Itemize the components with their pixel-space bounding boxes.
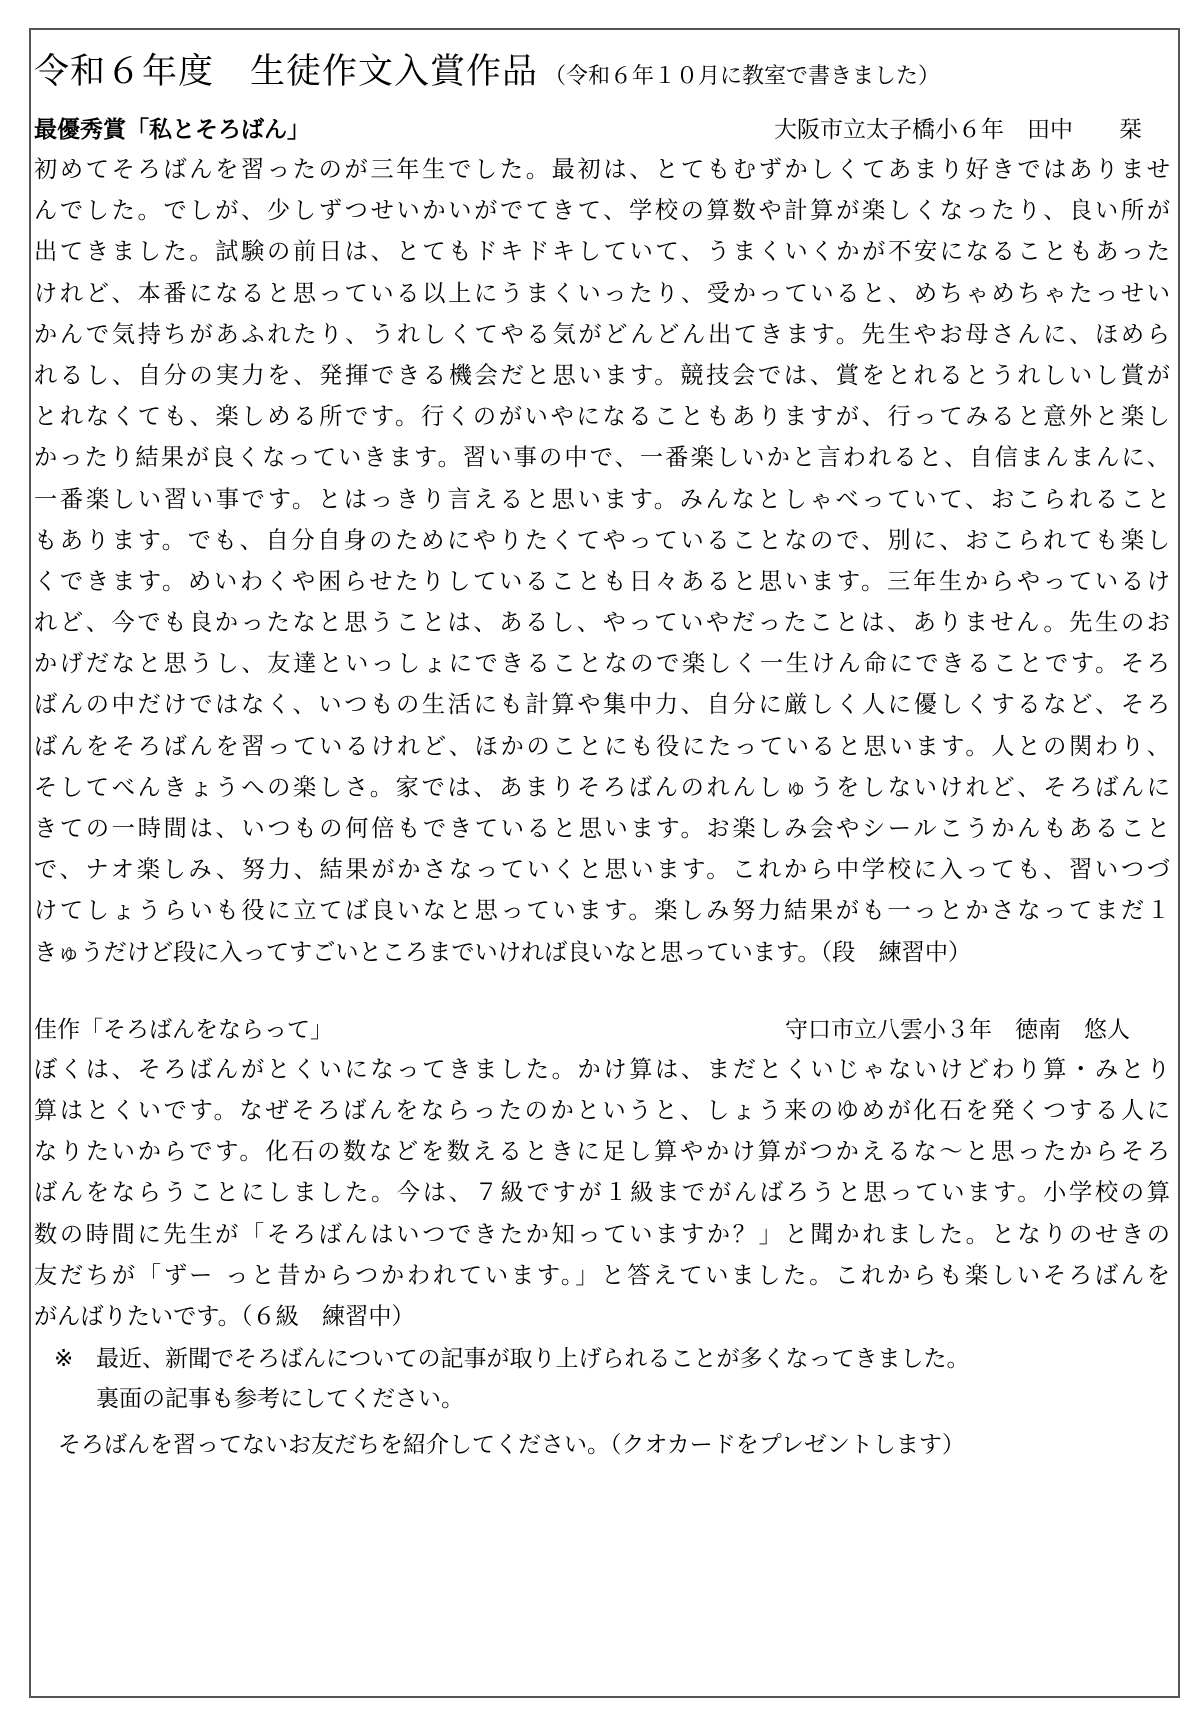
essay-2-line: がんばりたいです。（６級 練習中） [34, 1302, 415, 1330]
essay-1-line: ばんの中だけではなく、いつもの生活にも計算や集中力、自分に厳しく人に優しくするなど、そろ [34, 691, 1170, 719]
essay-1-line: けれど、本番になると思っている以上にうまくいったり、受かっていると、めちゃめちゃたっせい [34, 279, 1170, 307]
essay-1-award-title: 最優秀賞「私とそろばん」 [34, 116, 310, 143]
essay-1-line: くできます。めいわくや困らせたりしていることも日々あると思います。三年生からやっているけ [34, 567, 1170, 595]
essay-1-line: で、ナオ楽しみ、努力、結果がかさなっていくと思います。これから中学校に入っても、習いつづ [34, 856, 1170, 884]
essay-2-line: 友だちが「ずー っと昔からつかわれています。」と答えていました。これからも楽しいそろばんを [34, 1261, 1170, 1289]
notes-section [34, 1339, 1170, 1465]
essay-2-author: 守口市立八雲小３年 徳南 悠人 [785, 1016, 1130, 1043]
note-text-1: 最近、新聞でそろばんについての記事が取り上げられることが多くなってきました。 [96, 1346, 970, 1373]
essay-2-line: ぼくは、そろばんがとくいになってきました。かけ算は、まだとくいじゃないけどわり算・みとり [34, 1055, 1170, 1083]
essay-2-header [34, 1011, 1170, 1049]
essay-1-line: 初めてそろばんを習ったのが三年生でした。最初は、とてもむずかしくてあまり好きではありませ [34, 156, 1170, 183]
essay-2-line: 数の時間に先生が「そろばんはいつできたか知っていますか？」と聞かれました。となりのせきの [34, 1220, 1170, 1248]
title-subtitle: （令和６年１０月に教室で書きました） [544, 64, 941, 89]
essay-1-line: かげだなと思うし、友達といっしょにできることなので楽しく一生けん命にできることです。そろ [34, 650, 1170, 678]
essay-1-line: れるし、自分の実力を、発揮できる機会だと思います。競技会では、賞をとれるとうれしいし賞が [34, 361, 1170, 389]
newsletter-page [34, 50, 1170, 1465]
essay-1-line: かんで気持ちがあふれたり、うれしくてやる気がどんどん出てきます。先生やお母さんに、ほめら [34, 320, 1170, 348]
essay-1-body [34, 149, 1170, 973]
title-text: 令和６年度 生徒作文入賞作品 [34, 52, 539, 92]
essay-1-line: 一番楽しい習い事です。とはっきり言えると思います。みんなとしゃべっていて、おこられること [34, 485, 1170, 513]
essay-1-line: 出てきました。試験の前日は、とてもドキドキしていて、うまくいくかが不安になることもあった [34, 238, 1170, 266]
note-line-1 [34, 1339, 1170, 1379]
essay-2-line: なりたいからです。化石の数などを数えるときに足し算やかけ算がつかえるな〜と思ったからそろ [34, 1138, 1170, 1166]
essay-2-line: 算はとくいです。なぜそろばんをならったのかというと、しょう来のゆめが化石を発くつする人に [34, 1096, 1170, 1124]
essay-1-line: れど、今でも良かったなと思うことは、あるし、やっていやだったことは、ありません。先生のお [34, 609, 1170, 637]
note-line-2: 裏面の記事も参考にしてください。 [96, 1386, 464, 1413]
essay-1-author: 大阪市立太子橋小６年 田中 栞 [774, 117, 1142, 143]
essay-2-body [34, 1049, 1170, 1337]
essay-1-line: とれなくても、楽しめる所です。行くのがいやになることもありますが、行ってみると意外と楽し [34, 403, 1170, 431]
essay-1-line: けてしょうらいも役に立てば良いなと思っています。楽しみ努力結果がも一っとかさなってまだ１ [34, 897, 1170, 925]
essay-1-header [34, 111, 1170, 149]
essay-1-line: そしてべんきょうへの楽しさ。家では、あまりそろばんのれんしゅうをしないけれど、そろばんに [34, 773, 1170, 801]
essay-1-line: ばんをそろばんを習っているけれど、ほかのことにも役にたっていると思います。人との関わり、 [34, 732, 1170, 760]
note-mark: ※ [54, 1346, 74, 1373]
essay-1-line: かったり結果が良くなっていきます。習い事の中で、一番楽しいかと言われると、自信まんまんに、 [34, 444, 1170, 472]
essay-1-line: んでした。でしが、少しずつせいかいがでてきて、学校の算数や計算が楽しくなったり、良い所が [34, 197, 1170, 225]
essay-1-line: きての一時間は、いつもの何倍もできていると思います。お楽しみ会やシールこうかんもあること [34, 815, 1170, 842]
essay-1-line: きゅうだけど段に入ってすごいところまでいければ良いなと思っています。（段 練習中） [34, 938, 972, 966]
essay-1-line: もあります。でも、自分自身のためにやりたくてやっていることなので、別に、おこられても楽し [34, 526, 1170, 554]
essay-2-line: ばんをならうことにしました。今は、７級ですが１級までがんばろうと思っています。小学校の算 [34, 1179, 1170, 1207]
note-line-3: そろばんを習ってないお友だちを紹介してください。（クオカードをプレゼントします） [58, 1432, 965, 1459]
page-title [34, 50, 1170, 99]
essay-2-award-title: 佳作「そろばんをならって」 [34, 1016, 333, 1043]
